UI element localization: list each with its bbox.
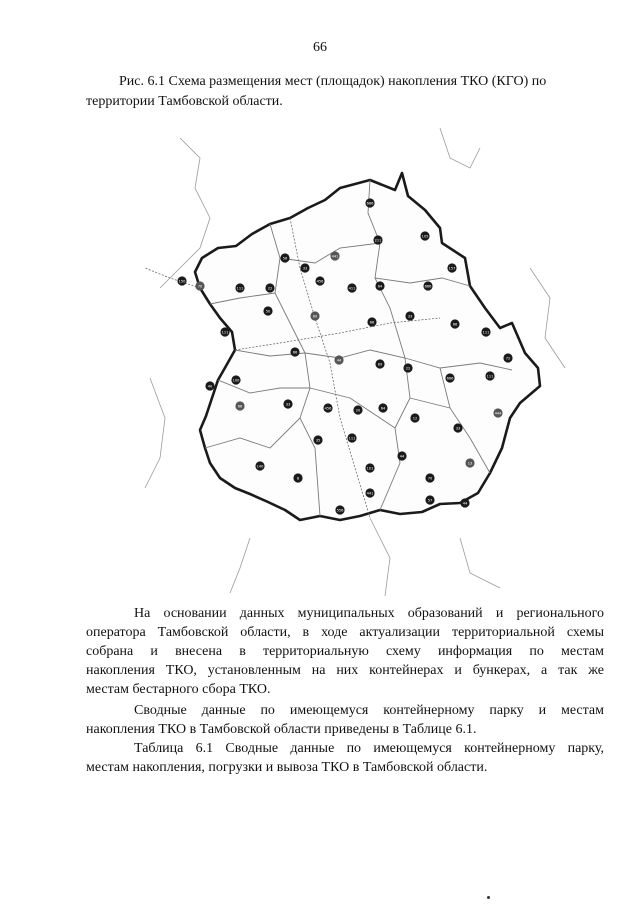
map-marker-label: 44	[336, 358, 342, 363]
map-marker-label: 441	[331, 254, 339, 259]
page-number: 66	[313, 40, 327, 55]
map-marker-label: 40	[207, 384, 213, 389]
map-marker-label: 13	[467, 461, 473, 466]
figure-caption	[86, 72, 606, 112]
map-marker-label: 33	[407, 314, 413, 319]
map-marker-label: 12	[412, 416, 418, 421]
paragraph-2	[86, 701, 604, 739]
map-marker-label: 33	[455, 426, 461, 431]
map-marker-label: 441	[366, 491, 374, 496]
region-map-svg	[140, 118, 570, 598]
map-marker-label: 100	[232, 378, 240, 383]
map-marker-label: 22	[405, 366, 411, 371]
caption-line: Рис. 6.1 Схема размещения мест (площадок) накопления ТКО (КГО) по	[119, 74, 547, 89]
map-marker-label: 105	[421, 234, 429, 239]
region-map	[140, 118, 570, 598]
map-marker-label: 64	[380, 406, 386, 411]
map-marker-label: 444	[494, 411, 502, 416]
map-marker-label: 411	[348, 286, 356, 291]
map-marker-label: 157	[448, 266, 456, 271]
map-marker-label: 72	[505, 356, 511, 361]
map-marker-label: 66	[452, 322, 458, 327]
map-marker-label: 35	[315, 438, 321, 443]
map-marker-label: 33	[285, 402, 291, 407]
map-marker-label: 666	[366, 201, 374, 206]
map-marker-label: 44	[399, 454, 405, 459]
map-marker-label: 20	[355, 408, 361, 413]
map-marker-label: 456	[324, 406, 332, 411]
scan-speck	[487, 896, 490, 899]
text-line: местам накопления, погрузки и вывоза ТКО в Тамбовской области.	[86, 760, 488, 775]
map-marker-label: 111	[221, 330, 229, 335]
text-line: накопления ТКО, установленным на них контейнерах и бункерах, а так же	[86, 663, 604, 678]
map-marker-label: 666	[446, 376, 454, 381]
text-line: На основании данных муниципальных образований и регионального	[134, 606, 604, 621]
map-marker-label: 64	[377, 284, 383, 289]
map-marker-label: 111	[348, 436, 356, 441]
map-marker-label: 556	[336, 508, 344, 513]
map-marker-label: 211	[374, 238, 382, 243]
map-marker-label: 150	[178, 279, 186, 284]
map-marker-label: 22	[267, 286, 273, 291]
map-marker-label: 66	[369, 320, 375, 325]
text-line: оператора Тамбовской области, в ходе актуализации территориальной схемы	[86, 625, 604, 640]
text-line: Сводные данные по имеющемуся контейнерному парку и местам	[134, 703, 604, 718]
map-marker-label: 50	[265, 309, 271, 314]
map-marker-label: 456	[316, 279, 324, 284]
map-marker-label: 44	[462, 501, 468, 506]
text-line: Таблица 6.1 Сводные данные по имеющемуся контейнерному парку,	[134, 741, 604, 756]
paragraph-1	[86, 604, 604, 699]
map-marker-label: 89	[312, 314, 318, 319]
caption-line: территории Тамбовской области.	[86, 94, 283, 109]
map-marker-label: 70	[427, 476, 433, 481]
map-marker-label: 57	[427, 498, 433, 503]
map-marker-label: 111	[482, 330, 490, 335]
map-marker-label: 66	[237, 404, 243, 409]
text-line: местам бестарного сбора ТКО.	[86, 682, 271, 697]
map-marker-label: 56	[282, 256, 288, 261]
map-marker-label: 66	[292, 350, 298, 355]
map-marker-label: 101	[366, 466, 374, 471]
map-marker-label: 89	[377, 362, 383, 367]
map-marker-label: 8	[296, 476, 300, 481]
table-caption	[86, 739, 604, 777]
map-marker-label: 111	[486, 374, 494, 379]
map-marker-label: 140	[256, 464, 264, 469]
map-marker-label: 33	[302, 266, 308, 271]
map-marker-label: 70	[197, 284, 203, 289]
text-line: накопления ТКО в Тамбовской области приведены в Таблице 6.1.	[86, 722, 477, 737]
map-marker-label: 111	[236, 286, 244, 291]
text-line: собрана и внесена в территориальную схему информация по местам	[86, 644, 604, 659]
map-marker-label: 666	[424, 284, 432, 289]
